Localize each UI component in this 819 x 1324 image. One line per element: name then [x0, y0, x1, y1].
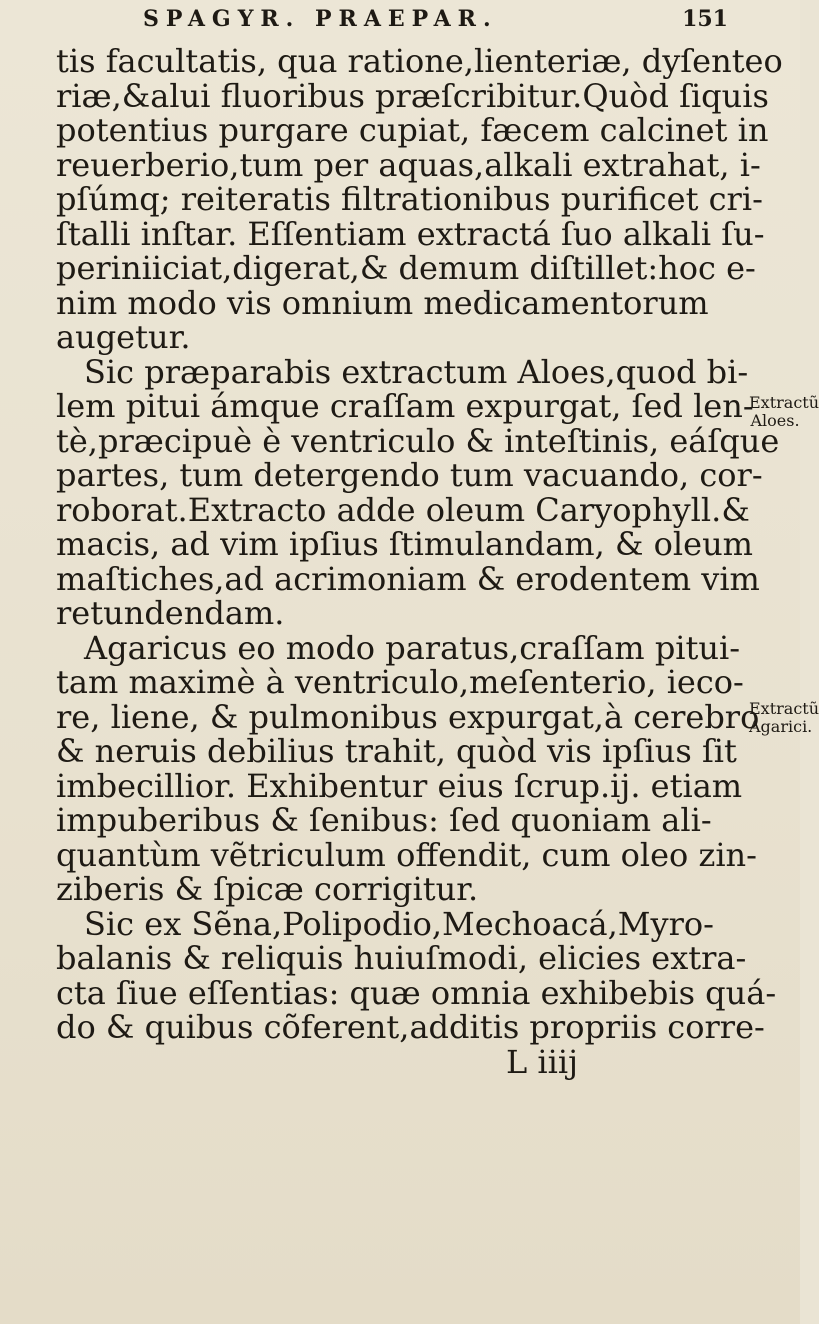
text-line: riæ,&alui fluoribus præſcribitur.Quòd ſiquis: [56, 76, 769, 115]
text-line: maſtiches,ad acrimoniam & erodentem vim: [56, 559, 760, 598]
page-number: 151: [682, 6, 728, 32]
text-line: roborat.Extracto adde oleum Caryophyll.&: [56, 490, 750, 529]
text-line: tis facultatis, qua ratione,lienteriæ, dyſenteo: [56, 42, 783, 80]
text-line: reuerberio,tum per aquas,alkali extrahat, i-: [56, 145, 761, 184]
text-line: re, liene, & pulmonibus expurgat,à cerebro: [56, 697, 760, 736]
text-line: tam maximè à ventriculo,meſenterio, ieco-: [56, 663, 744, 701]
text-line: macis, ad vim ipſius ſtimulandam, & oleum: [56, 525, 754, 563]
text-line: cta ſiue eſſentias: quæ omnia exhibebis quá-: [56, 973, 777, 1012]
text-line: do & quibus cõferent,additis propriis corre-: [56, 1008, 765, 1046]
text-line: ſtalli inſtar. Eſſentiam extractá ſuo alkali ſu-: [56, 214, 765, 253]
signature-mark: L iiij: [506, 1042, 579, 1081]
marginal-note-aloes: [749, 393, 819, 430]
text-line: pſúmq; reiteratis filtrationibus purificet cri-: [56, 180, 763, 218]
text-line: impuberibus & ſenibus: ſed quoniam ali-: [56, 801, 712, 839]
text-line: lem pitui ámque craſſam expurgat, ſed len-: [56, 387, 754, 425]
text-line: partes, tum detergendo tum vacuando, cor-: [56, 456, 763, 494]
marginal-note-line: Extractũ: [749, 699, 819, 718]
text-line: nim modo vis omnium medicamentorum: [56, 283, 709, 322]
text-line: balanis & reliquis huiuſmodi, elicies extra-: [56, 939, 747, 977]
text-line: & neruis debilius trahit, quòd vis ipſius ſit: [56, 732, 737, 770]
text-line: periniiciat,digerat,& demum diſtillet:hoc e-: [56, 249, 756, 287]
marginal-note-line: Extractũ: [749, 393, 819, 412]
text-line: imbecillior. Exhibentur eius ſcrup.ij. etiam: [56, 766, 743, 805]
paragraph-start-line: Agaricus eo modo paratus,craſſam pitui-: [84, 628, 741, 667]
paragraph-start-line: Sic præparabis extractum Aloes,quod bi-: [84, 352, 749, 391]
marginal-note-line: Agarici.: [749, 717, 813, 736]
text-line: tè,præcipuè è ventriculo & inteſtinis, eáſque: [56, 421, 780, 460]
marginal-note-agarici: [749, 699, 819, 736]
text-line: retundendam.: [56, 594, 285, 632]
text-line: augetur.: [56, 318, 191, 356]
running-head: SPAGYR. PRAEPAR.: [143, 6, 498, 32]
text-line: potentius purgare cupiat, fæcem calcinet in: [56, 111, 769, 149]
text-line: ziberis & ſpicæ corrigitur.: [56, 870, 479, 908]
paragraph-start-line: Sic ex Sẽna,Polipodio,Mechoacá,Myro-: [84, 904, 714, 943]
marginal-note-line: Aloes.: [750, 411, 800, 430]
text-line: quantùm vẽtriculum offendit, cum oleo zin-: [56, 835, 757, 874]
page-header: [88, 2, 728, 38]
